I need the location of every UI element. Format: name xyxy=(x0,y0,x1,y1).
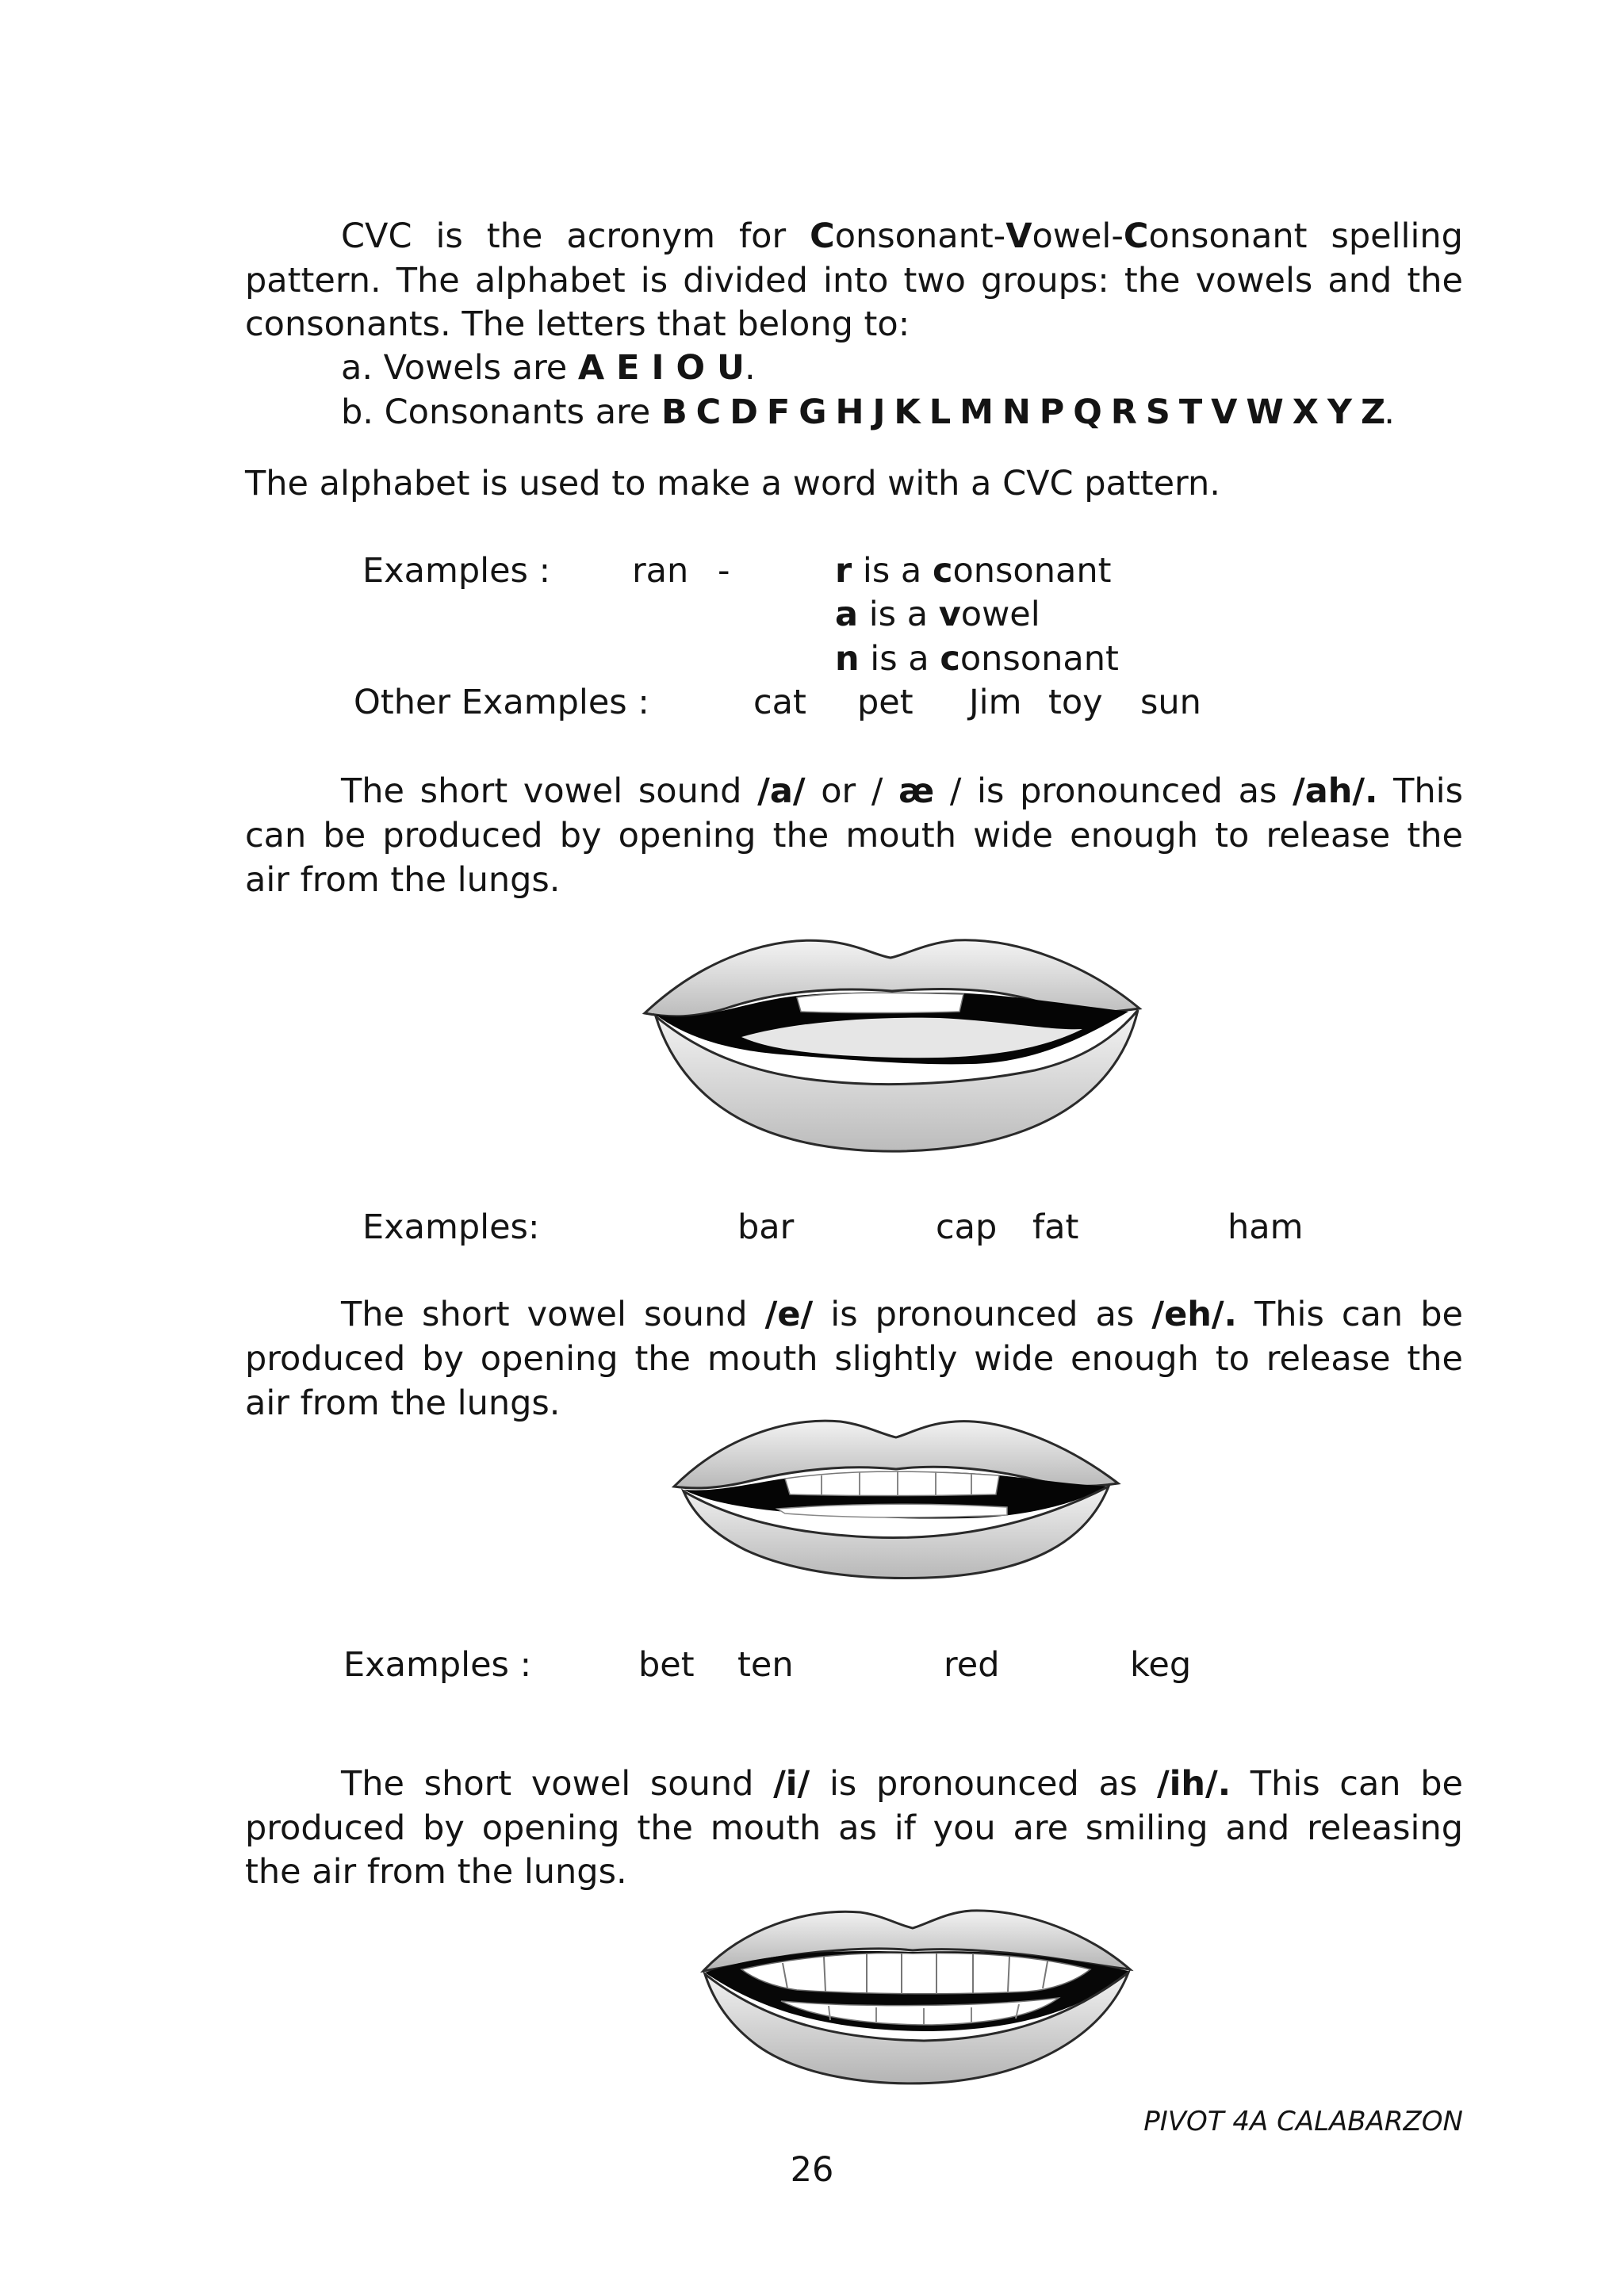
intro-line-1: CVC is the acronym for Consonant-Vowel-Consonant spelling xyxy=(341,216,1463,256)
footer-source: PIVOT 4A CALABARZON xyxy=(1143,2106,1463,2137)
breakdown-row: a is a vowel xyxy=(835,595,1040,634)
other-examples-label: Other Examples : xyxy=(354,683,649,722)
section-a-line-2: can be produced by opening the mouth wide enough to release the xyxy=(245,816,1463,855)
section-a-examples-label: Examples: xyxy=(362,1207,540,1247)
section-a-line-1: The short vowel sound /a/ or / æ / is pronounced as /ah/. This xyxy=(341,771,1463,811)
breakdown-row: r is a consonant xyxy=(835,551,1112,591)
section-e-line-2: produced by opening the mouth slightly wide enough to release the xyxy=(245,1339,1463,1379)
vowel-letters: A E I O U xyxy=(577,348,745,388)
mouth-open-wide-illustration xyxy=(638,920,1146,1165)
section-a-example-word: ham xyxy=(1228,1207,1304,1247)
section-e-line-3: air from the lungs. xyxy=(245,1383,561,1423)
intro-line-2: pattern. The alphabet is divided into two groups: the vowels and the xyxy=(245,261,1463,300)
breakdown-row: n is a consonant xyxy=(835,639,1119,679)
mouth-smiling-illustration xyxy=(694,1903,1138,2093)
other-example-word: Jim xyxy=(969,683,1022,722)
section-e-line-1: The short vowel sound /e/ is pronounced as /eh/. This can be xyxy=(341,1295,1463,1334)
section-a-example-word: bar xyxy=(737,1207,795,1247)
consonant-letters: B C D F G H J K L M N P Q R S T V W X Y Z xyxy=(661,392,1385,432)
consonants-line: b. Consonants are B C D F G H J K L M N P Q R S T V W X Y Z. xyxy=(341,392,1395,432)
other-example-word: cat xyxy=(753,683,806,722)
other-example-word: toy xyxy=(1048,683,1103,722)
mouth-slightly-open-illustration xyxy=(666,1407,1126,1582)
section-e-example-word: ten xyxy=(737,1645,794,1685)
alphabet-note: The alphabet is used to make a word with a CVC pattern. xyxy=(245,464,1220,503)
other-example-word: sun xyxy=(1140,683,1201,722)
section-e-example-word: keg xyxy=(1130,1645,1192,1685)
section-i-line-1: The short vowel sound /i/ is pronounced as /ih/. This can be xyxy=(341,1764,1463,1804)
section-e-examples-label: Examples : xyxy=(343,1645,532,1685)
section-e-example-word: bet xyxy=(638,1645,695,1685)
example-dash: - xyxy=(718,551,730,591)
section-i-line-2: produced by opening the mouth as if you are smiling and releasing xyxy=(245,1808,1463,1848)
section-e-example-word: red xyxy=(944,1645,1000,1685)
other-example-word: pet xyxy=(857,683,914,722)
section-a-line-3: air from the lungs. xyxy=(245,860,561,900)
page-number: 26 xyxy=(790,2150,834,2190)
highlight-c1: C xyxy=(810,216,835,256)
section-a-example-word: fat xyxy=(1032,1207,1079,1247)
section-i-line-3: the air from the lungs. xyxy=(245,1852,627,1892)
section-a-example-word: cap xyxy=(936,1207,998,1247)
example-word: ran xyxy=(632,551,689,591)
highlight-v: V xyxy=(1005,216,1032,256)
examples-label: Examples : xyxy=(362,551,551,591)
vowels-line: a. Vowels are A E I O U. xyxy=(341,348,756,388)
intro-line-3: consonants. The letters that belong to: xyxy=(245,304,910,344)
highlight-c2: C xyxy=(1123,216,1149,256)
